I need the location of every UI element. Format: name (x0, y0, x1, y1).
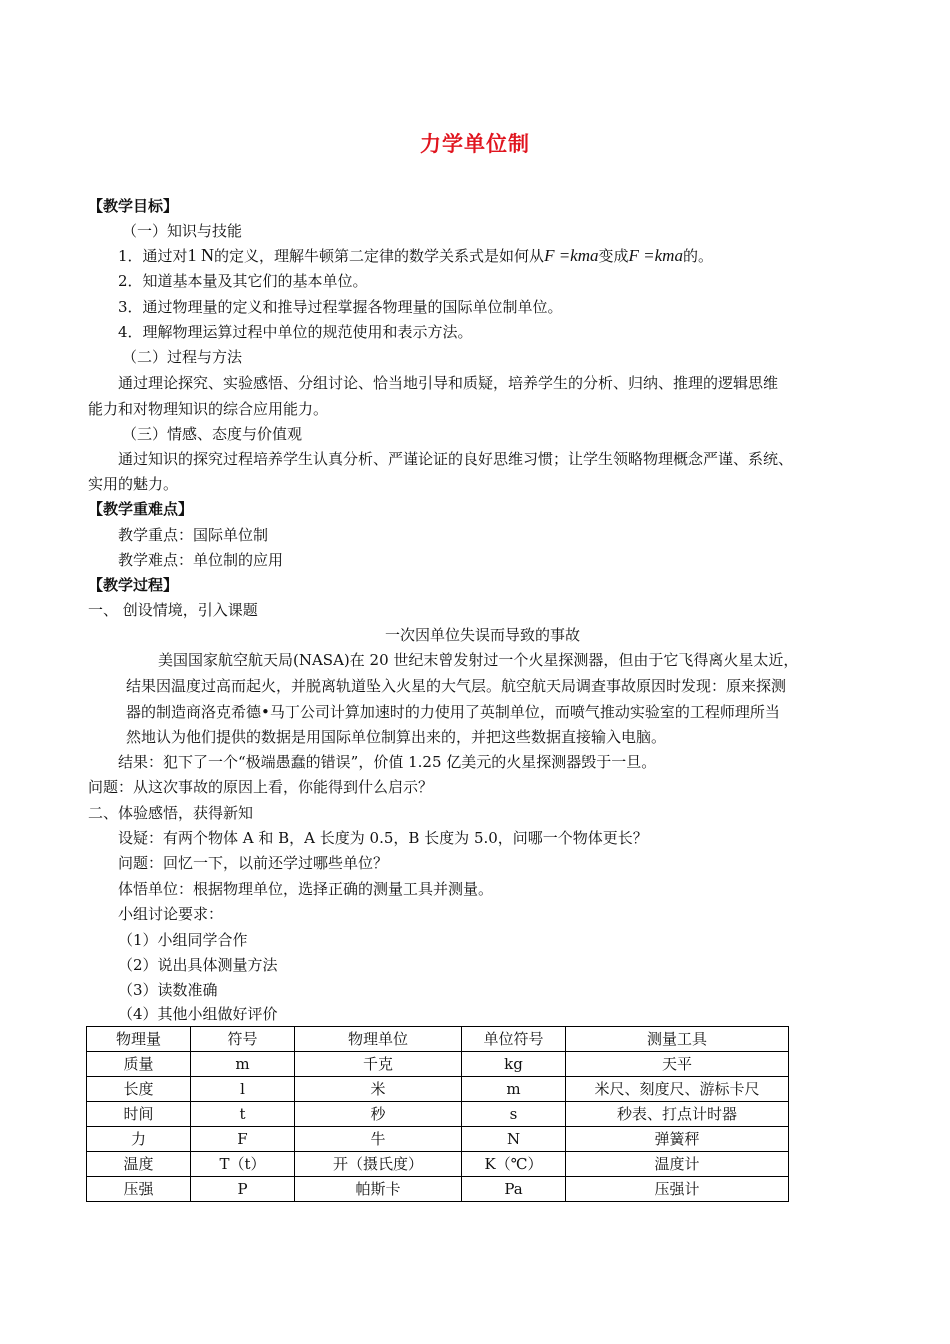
table-cell: 时间 (87, 1102, 191, 1127)
table-cell: K（℃） (462, 1152, 566, 1177)
table-cell: 压强 (87, 1177, 191, 1202)
table-cell: 千克 (295, 1052, 462, 1077)
table-header-cell: 符号 (191, 1027, 295, 1052)
table-header-cell: 物理单位 (295, 1027, 462, 1052)
values-paragraph-line-2: 实用的魅力。 (88, 475, 179, 493)
equation-1: F =kma (544, 246, 599, 265)
objective-item-2: 2．知道基本量及其它们的基本单位。 (118, 272, 368, 290)
table-row (87, 1127, 789, 1152)
table-cell: t (191, 1102, 295, 1127)
objective-item-1-text-a: 1．通过对 (118, 247, 188, 265)
story-question: 问题：从这次事故的原因上看，你能得到什么启示？ (88, 778, 434, 796)
table-cell: 米尺、刻度尺、游标卡尺 (566, 1077, 789, 1102)
discussion-requirements-label: 小组讨论要求： (118, 905, 224, 923)
table-cell: 开（摄氏度） (295, 1152, 462, 1177)
objective-item-1-text-b: 的定义，理解牛顿第二定律的数学关系式是如何从 (214, 247, 545, 265)
table-row (87, 1152, 789, 1177)
objective-item-1-text-d: 的。 (682, 247, 713, 265)
table-row (87, 1102, 789, 1127)
experience-units: 体悟单位：根据物理单位，选择正确的测量工具并测量。 (118, 880, 494, 898)
table-cell: 牛 (295, 1127, 462, 1152)
recall-question: 问题：回忆一下，以前还学过哪些单位？ (118, 854, 389, 872)
table-cell: T（t） (191, 1152, 295, 1177)
table-cell: 温度计 (566, 1152, 789, 1177)
story-line-4: 然地认为他们提供的数据是用国际单位制算出来的，并把这些数据直接输入电脑。 (126, 728, 667, 746)
requirement-1: （1）小组同学合作 (118, 931, 248, 949)
objectives-subheading-values: （三）情感、态度与价值观 (122, 425, 303, 443)
requirement-2: （2）说出具体测量方法 (118, 956, 278, 974)
table-cell: N (462, 1127, 566, 1152)
table-header-cell: 测量工具 (566, 1027, 789, 1052)
table-cell: P (191, 1177, 295, 1202)
process-paragraph-line-1: 通过理论探究、实验感悟、分组讨论、恰当地引导和质疑，培养学生的分析、归纳、推理的逻辑思维 (118, 374, 779, 392)
story-line-1: 美国国家航空航天局(NASA)在 20 世纪末曾发射过一个火星探测器，但由于它飞得离火星太近， (158, 651, 799, 669)
objectives-heading: 【教学目标】 (88, 197, 179, 215)
table-cell: 秒表、打点计时器 (566, 1102, 789, 1127)
table-cell: s (462, 1102, 566, 1127)
objectives-subheading-process: （二）过程与方法 (122, 348, 243, 366)
table-row (87, 1177, 789, 1202)
table-cell: Pa (462, 1177, 566, 1202)
section-2-heading: 二、体验感悟，获得新知 (88, 804, 254, 822)
table-cell: 力 (87, 1127, 191, 1152)
table-cell: m (462, 1077, 566, 1102)
table-cell: F (191, 1127, 295, 1152)
story-title: 一次因单位失误而导致的事故 (385, 626, 581, 644)
table-cell: 米 (295, 1077, 462, 1102)
teaching-difficulty: 教学难点：单位制的应用 (118, 551, 284, 569)
table-cell: 秒 (295, 1102, 462, 1127)
table-header-cell: 物理量 (87, 1027, 191, 1052)
unit-newton: 1 N (187, 245, 215, 265)
equation-2: F =kma (628, 246, 683, 265)
page-title: 力学单位制 (420, 132, 530, 156)
objective-item-1 (118, 245, 713, 266)
table-cell: 弹簧秤 (566, 1127, 789, 1152)
table-header-row (87, 1027, 789, 1052)
requirement-4: （4）其他小组做好评价 (118, 1005, 278, 1023)
table-cell: 天平 (566, 1052, 789, 1077)
table-cell: 质量 (87, 1052, 191, 1077)
table-header-cell: 单位符号 (462, 1027, 566, 1052)
process-heading: 【教学过程】 (88, 576, 179, 594)
section-1-heading: 一、 创设情境，引入课题 (88, 601, 258, 619)
process-paragraph-line-2: 能力和对物理知识的综合应用能力。 (88, 400, 329, 418)
keypoints-heading: 【教学重难点】 (88, 500, 194, 518)
objective-item-3: 3．通过物理量的定义和推导过程掌握各物理量的国际单位制单位。 (118, 298, 563, 316)
table-cell: m (191, 1052, 295, 1077)
table-cell: kg (462, 1052, 566, 1077)
objective-item-1-text-c: 变成 (598, 247, 629, 265)
doubt-question: 设疑：有两个物体 A 和 B，A 长度为 0.5，B 长度为 5.0，问哪一个物体更长？ (118, 829, 648, 847)
table-cell: 压强计 (566, 1177, 789, 1202)
table-cell: 温度 (87, 1152, 191, 1177)
requirement-3: （3）读数准确 (118, 981, 218, 999)
values-paragraph-line-1: 通过知识的探究过程培养学生认真分析、严谨论证的良好思维习惯；让学生领略物理概念严谨、系统、 (118, 450, 794, 468)
teaching-focus: 教学重点：国际单位制 (118, 526, 269, 544)
units-table (86, 1026, 789, 1202)
table-cell: l (191, 1077, 295, 1102)
table-row (87, 1052, 789, 1077)
table-cell: 长度 (87, 1077, 191, 1102)
table-cell: 帕斯卡 (295, 1177, 462, 1202)
objective-item-4: 4．理解物理运算过程中单位的规范使用和表示方法。 (118, 323, 473, 341)
table-row (87, 1077, 789, 1102)
story-line-3: 器的制造商洛克希德•马丁公司计算加速时的力使用了英制单位，而喷气推动实验室的工程师理所当 (126, 703, 780, 721)
objectives-subheading-knowledge: （一）知识与技能 (122, 222, 243, 240)
story-line-2: 结果因温度过高而起火，并脱离轨道坠入火星的大气层。航空航天局调查事故原因时发现：原来探测 (126, 677, 787, 695)
story-result: 结果：犯下了一个“极端愚蠢的错误”，价值 1.25 亿美元的火星探测器毁于一旦。 (118, 753, 657, 771)
